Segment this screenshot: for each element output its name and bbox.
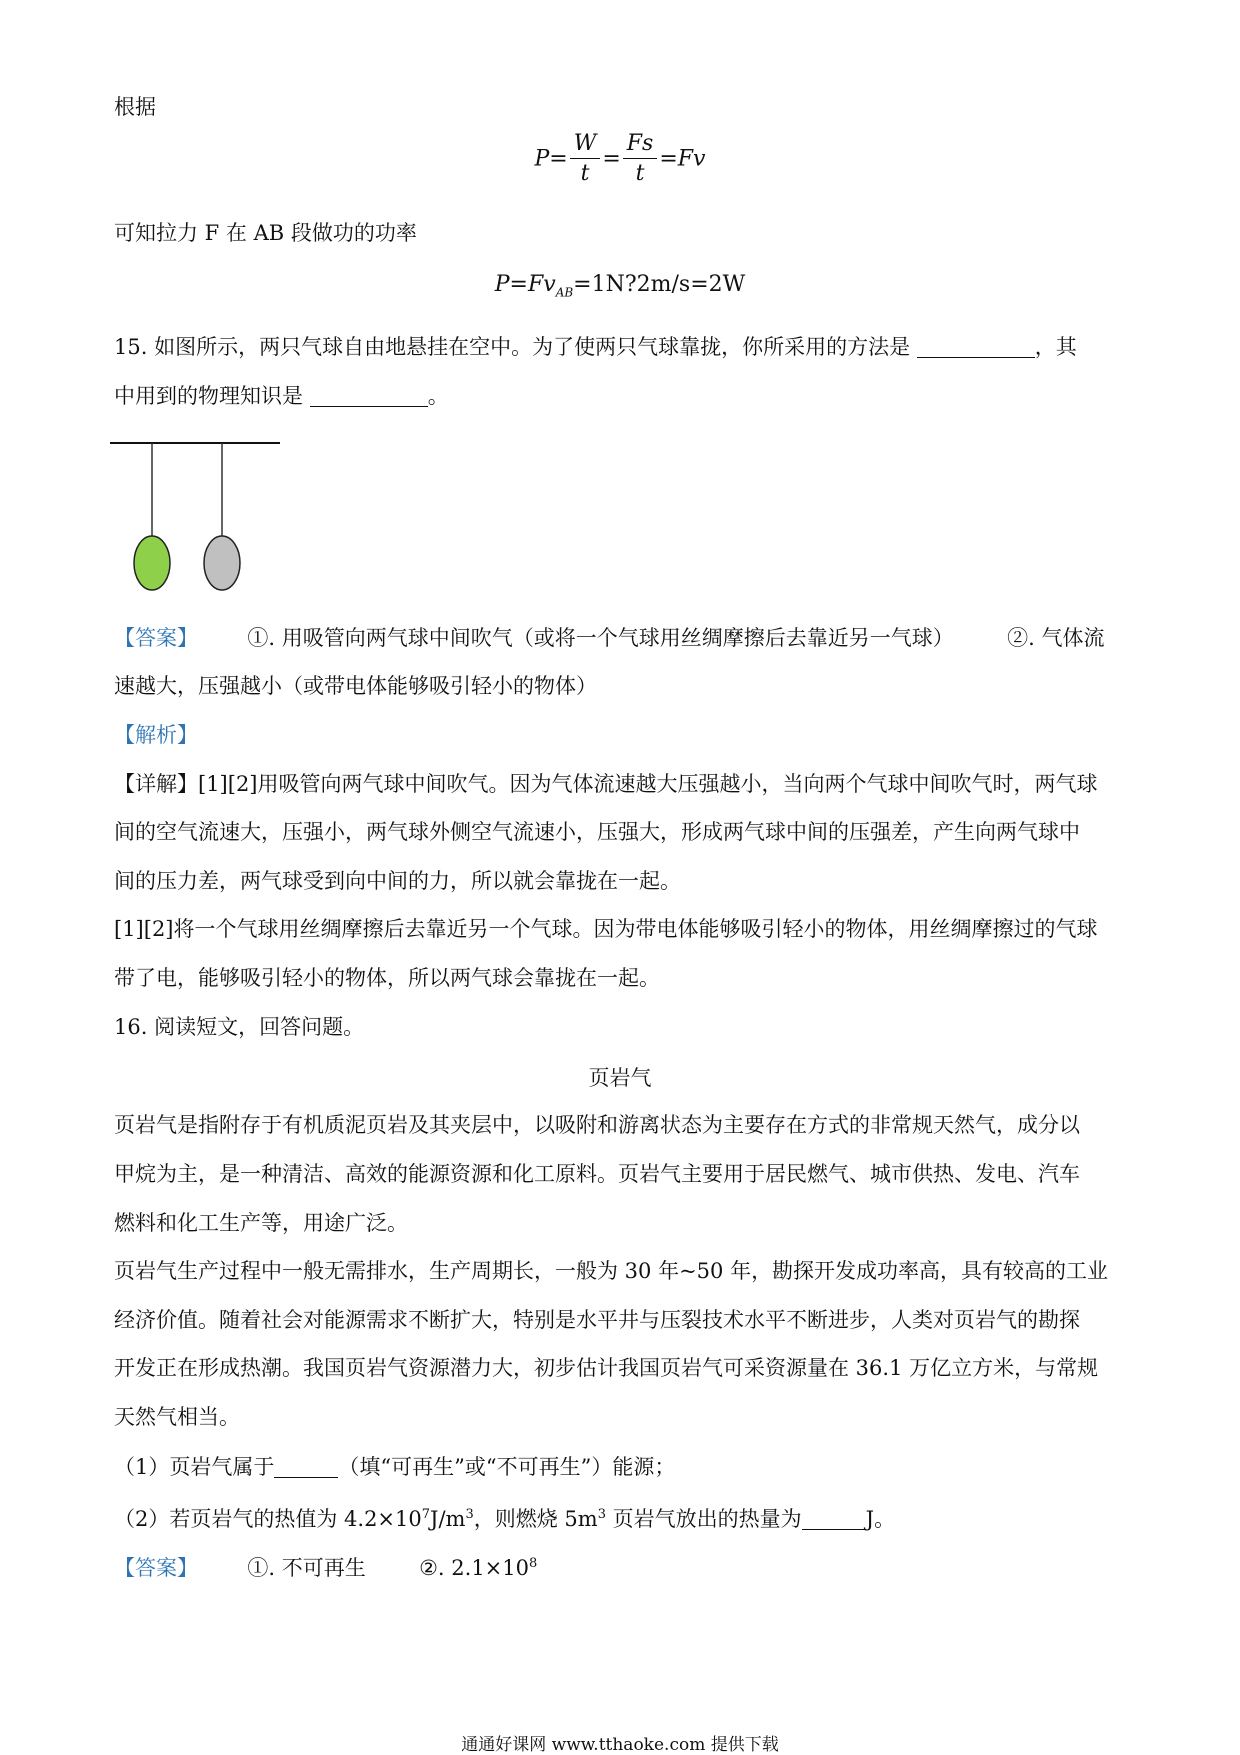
- article-p2-line3: 开发正在形成热潮。我国页岩气资源潜力大，初步估计我国页岩气可采资源量在 36.1 万亿立方米，与常规: [114, 1356, 1099, 1380]
- formula-power: [0, 130, 1240, 189]
- exponent-3a: 3: [465, 1507, 474, 1522]
- question-15-line2: [114, 381, 449, 411]
- detail-line-5: 带了电，能够吸引轻小的物体，所以两气球会靠拢在一起。: [114, 966, 660, 990]
- fraction-fs-over-t: [623, 130, 658, 189]
- answer-blank-1[interactable]: [917, 335, 1035, 358]
- balloon-right: [204, 536, 240, 590]
- formula-eq-2: =: [602, 146, 621, 172]
- exponent-8: 8: [529, 1556, 538, 1571]
- sub-question-2-text-e: J。: [865, 1507, 896, 1531]
- detail-line-4: [1][2]将一个气球用丝绸摩擦后去靠近另一个气球。因为带电体能够吸引轻小的物体，用丝绸摩擦过的气球: [114, 917, 1098, 941]
- page-footer: 通通好课网 www.tthaoke.com 提供下载: [461, 1735, 779, 1755]
- article-title: 页岩气: [588, 1066, 652, 1090]
- sub-question-2-text-c: ，则燃烧 5m: [473, 1507, 598, 1531]
- fraction-denominator-t: t: [580, 161, 590, 186]
- formula-eq-1: =: [549, 146, 568, 172]
- question-15-text2: 中用到的物理知识是: [114, 384, 303, 408]
- formula2-p: P: [494, 272, 510, 297]
- question-15-text2-end: 。: [427, 384, 449, 408]
- formula2-eq: =: [509, 272, 528, 297]
- article-p1-line3: 燃料和化工生产等，用途广泛。: [114, 1211, 408, 1235]
- answer-15-part1: ①. 用吸管向两气球中间吹气（或将一个气球用丝绸摩擦后去靠近另一气球）: [247, 626, 954, 650]
- question-15-text: 15. 如图所示，两只气球自由地悬挂在空中。为了使两只气球靠拢，你所采用的方法是: [114, 335, 911, 359]
- answer-16-tag: 【答案】: [114, 1556, 198, 1580]
- sub-question-1-text-end: （填“可再生”或“不可再生”）能源；: [338, 1455, 676, 1479]
- question-15-line1: [114, 332, 1077, 362]
- fraction-w-over-t: [570, 130, 601, 189]
- answer-blank-2[interactable]: [310, 384, 428, 407]
- answer-blank-4[interactable]: [802, 1507, 866, 1530]
- formula-fv: Fv: [677, 146, 706, 172]
- detail-line-3: 间的压力差，两气球受到向中间的力，所以就会靠拢在一起。: [114, 869, 681, 893]
- sub-question-2: [114, 1500, 895, 1534]
- formula2-subscript-ab: AB: [555, 285, 574, 300]
- text-line-basis: 根据: [114, 95, 156, 119]
- formula-power-value: [0, 272, 1240, 299]
- article-p2-line4: 天然气相当。: [114, 1405, 240, 1429]
- fraction-numerator-w: W: [570, 130, 601, 159]
- balloons-figure: [110, 438, 285, 598]
- answer-16: [114, 1549, 537, 1583]
- detail-line-1: 【详解】[1][2]用吸管向两气球中间吹气。因为气体流速越大压强越小，当向两个气球中间吹气时，两气球: [114, 772, 1098, 796]
- text-line-power-ab: 可知拉力 F 在 AB 段做功的功率: [114, 221, 417, 245]
- analysis-tag: 【解析】: [114, 723, 198, 747]
- formula2-rest: =1N?2m/s=2W: [573, 272, 746, 297]
- formula-p: P: [534, 146, 550, 172]
- sub-question-2-text-a: （2）若页岩气的热值为 4.2×10: [114, 1507, 422, 1531]
- fraction-numerator-fs: Fs: [623, 130, 658, 159]
- sub-question-2-text-d: 页岩气放出的热量为: [605, 1507, 802, 1531]
- article-p2-line2: 经济价值。随着社会对能源需求不断扩大，特别是水平井与压裂技术水平不断进步，人类对页岩气的勘探: [114, 1308, 1080, 1332]
- sub-question-1-text: （1）页岩气属于: [114, 1455, 275, 1479]
- article-p1-line2: 甲烷为主，是一种清洁、高效的能源资源和化工原料。页岩气主要用于居民燃气、城市供热、发电、汽车: [114, 1162, 1080, 1186]
- balloon-left: [134, 536, 170, 590]
- article-p1-line1: 页岩气是指附存于有机质泥页岩及其夹层中，以吸附和游离状态为主要存在方式的非常规天然气，成分以: [114, 1113, 1080, 1137]
- answer-16-part1: ①. 不可再生: [247, 1556, 366, 1580]
- exponent-7: 7: [421, 1507, 431, 1522]
- detail-line-2: 间的空气流速大，压强小，两气球外侧空气流速小，压强大，形成两气球中间的压强差，产生向两气球中: [114, 820, 1080, 844]
- answer-15-part2: ②. 气体流: [1007, 626, 1105, 650]
- formula-eq-3: =: [659, 146, 678, 172]
- sub-question-1: [114, 1452, 675, 1482]
- answer-16-part2: ②. 2.1×10: [419, 1556, 530, 1580]
- sub-question-2-text-b: J/m: [430, 1507, 466, 1531]
- answer-15-line1: [114, 623, 1104, 653]
- exponent-3b: 3: [597, 1507, 606, 1522]
- question-15-text-end: ，其: [1034, 335, 1077, 359]
- answer-blank-3[interactable]: [274, 1455, 338, 1478]
- formula2-fv: Fv: [527, 272, 556, 297]
- question-16: 16. 阅读短文，回答问题。: [114, 1015, 365, 1039]
- fraction-denominator-t2: t: [635, 161, 645, 186]
- answer-15-line2: 速越大，压强越小（或带电体能够吸引轻小的物体）: [114, 674, 597, 698]
- article-p2-line1: 页岩气生产过程中一般无需排水，生产周期长，一般为 30 年~50 年，勘探开发成功率高，具有较高的工业: [114, 1259, 1109, 1283]
- answer-tag: 【答案】: [114, 626, 198, 650]
